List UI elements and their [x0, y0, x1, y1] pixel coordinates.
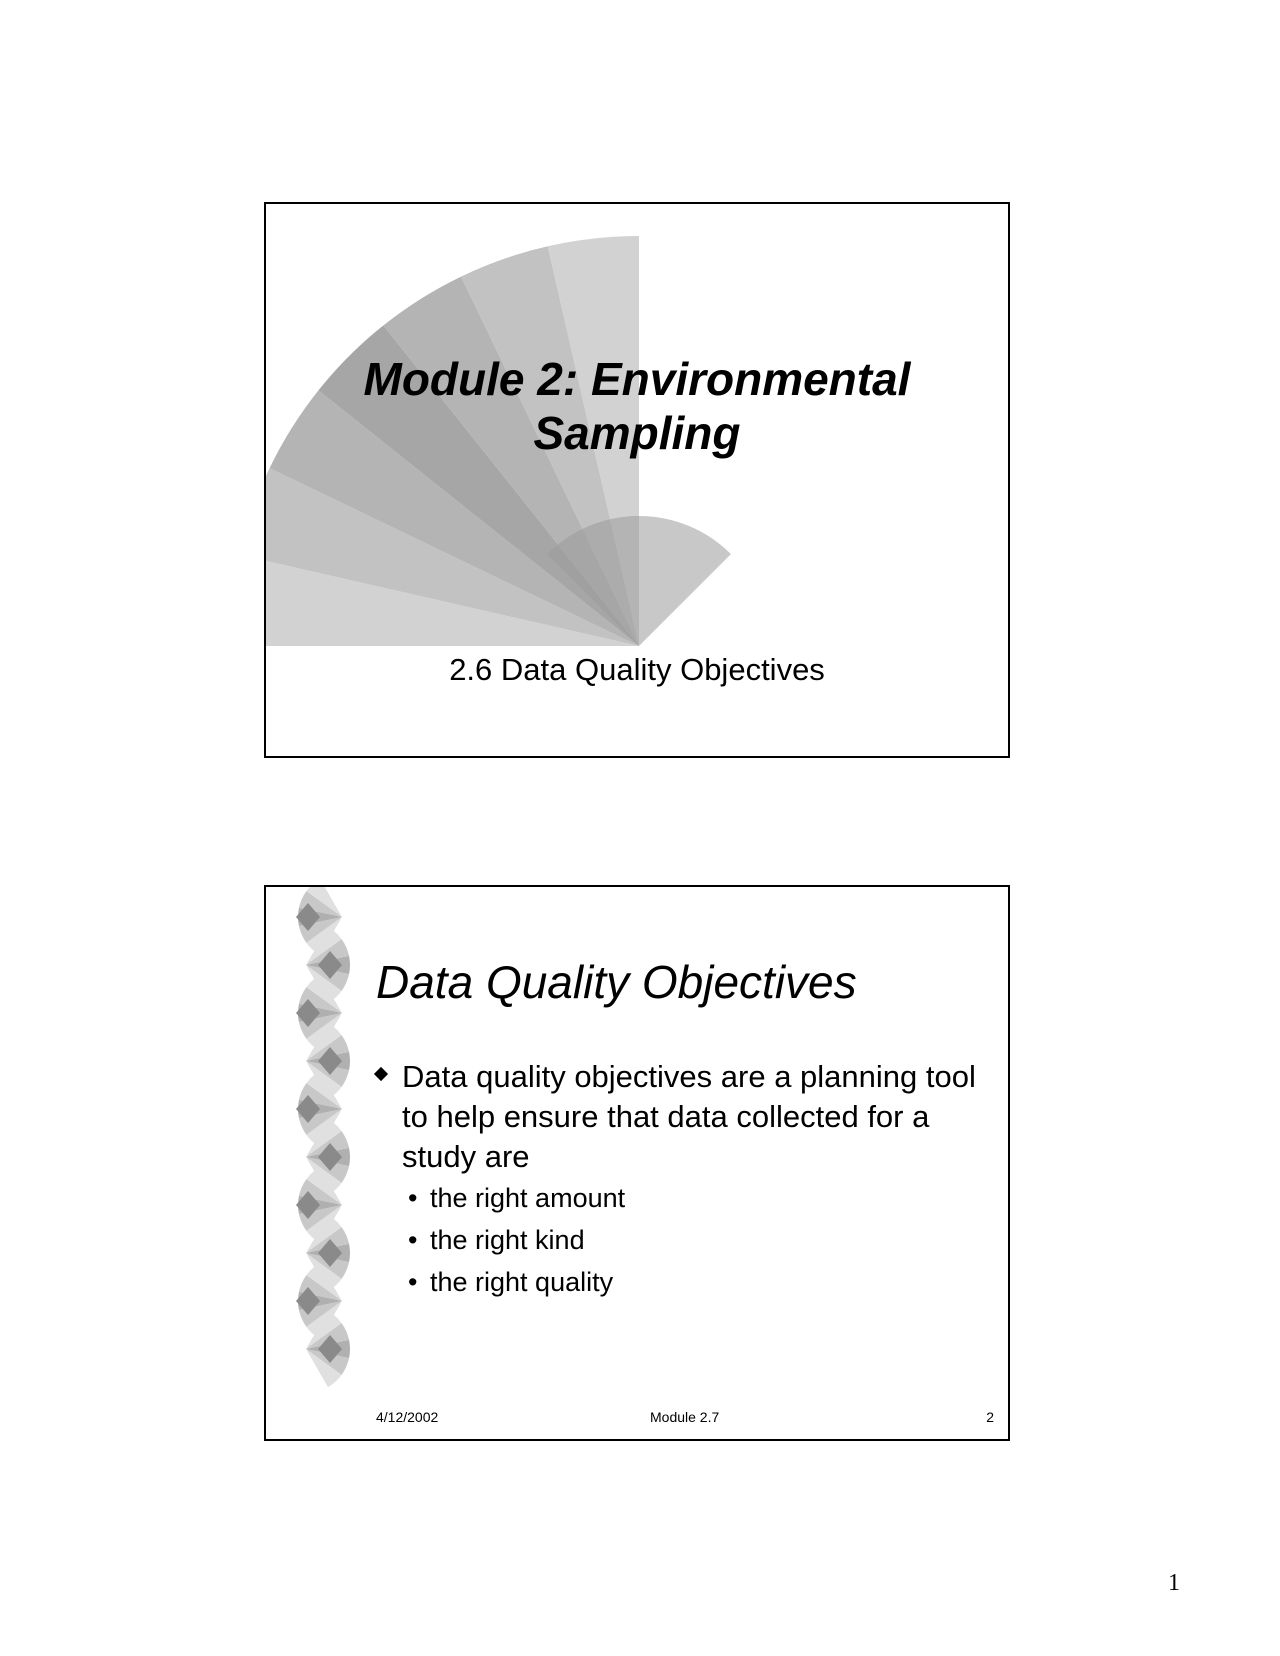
footer-module: Module 2.7 — [650, 1409, 720, 1425]
fan-ribbon-icon — [266, 887, 376, 1441]
diamond-bullet-icon — [374, 1067, 388, 1081]
footer-date: 4/12/2002 — [376, 1409, 439, 1425]
sub-bullet-list — [408, 1177, 625, 1303]
slide-1-title — [266, 352, 1008, 460]
sub-bullet-item: • the right kind — [408, 1225, 585, 1255]
page-number: 1 — [1168, 1570, 1180, 1596]
main-bullet-text: Data quality objectives are a planning tool to help ensure that data collected for a study are — [402, 1059, 976, 1174]
title-line-2: Sampling — [533, 407, 741, 459]
title-line-1: Module 2: Environmental — [363, 353, 911, 405]
slide-1-subtitle: 2.6 Data Quality Objectives — [449, 652, 825, 687]
footer-slide-number: 2 — [986, 1409, 994, 1425]
main-bullet — [376, 1057, 976, 1177]
sub-bullet-item: • the right quality — [408, 1267, 614, 1297]
slide-1 — [264, 202, 1010, 758]
slide-2 — [264, 885, 1010, 1441]
sub-bullet-item: • the right amount — [408, 1183, 626, 1213]
slide-2-title: Data Quality Objectives — [376, 956, 857, 1008]
